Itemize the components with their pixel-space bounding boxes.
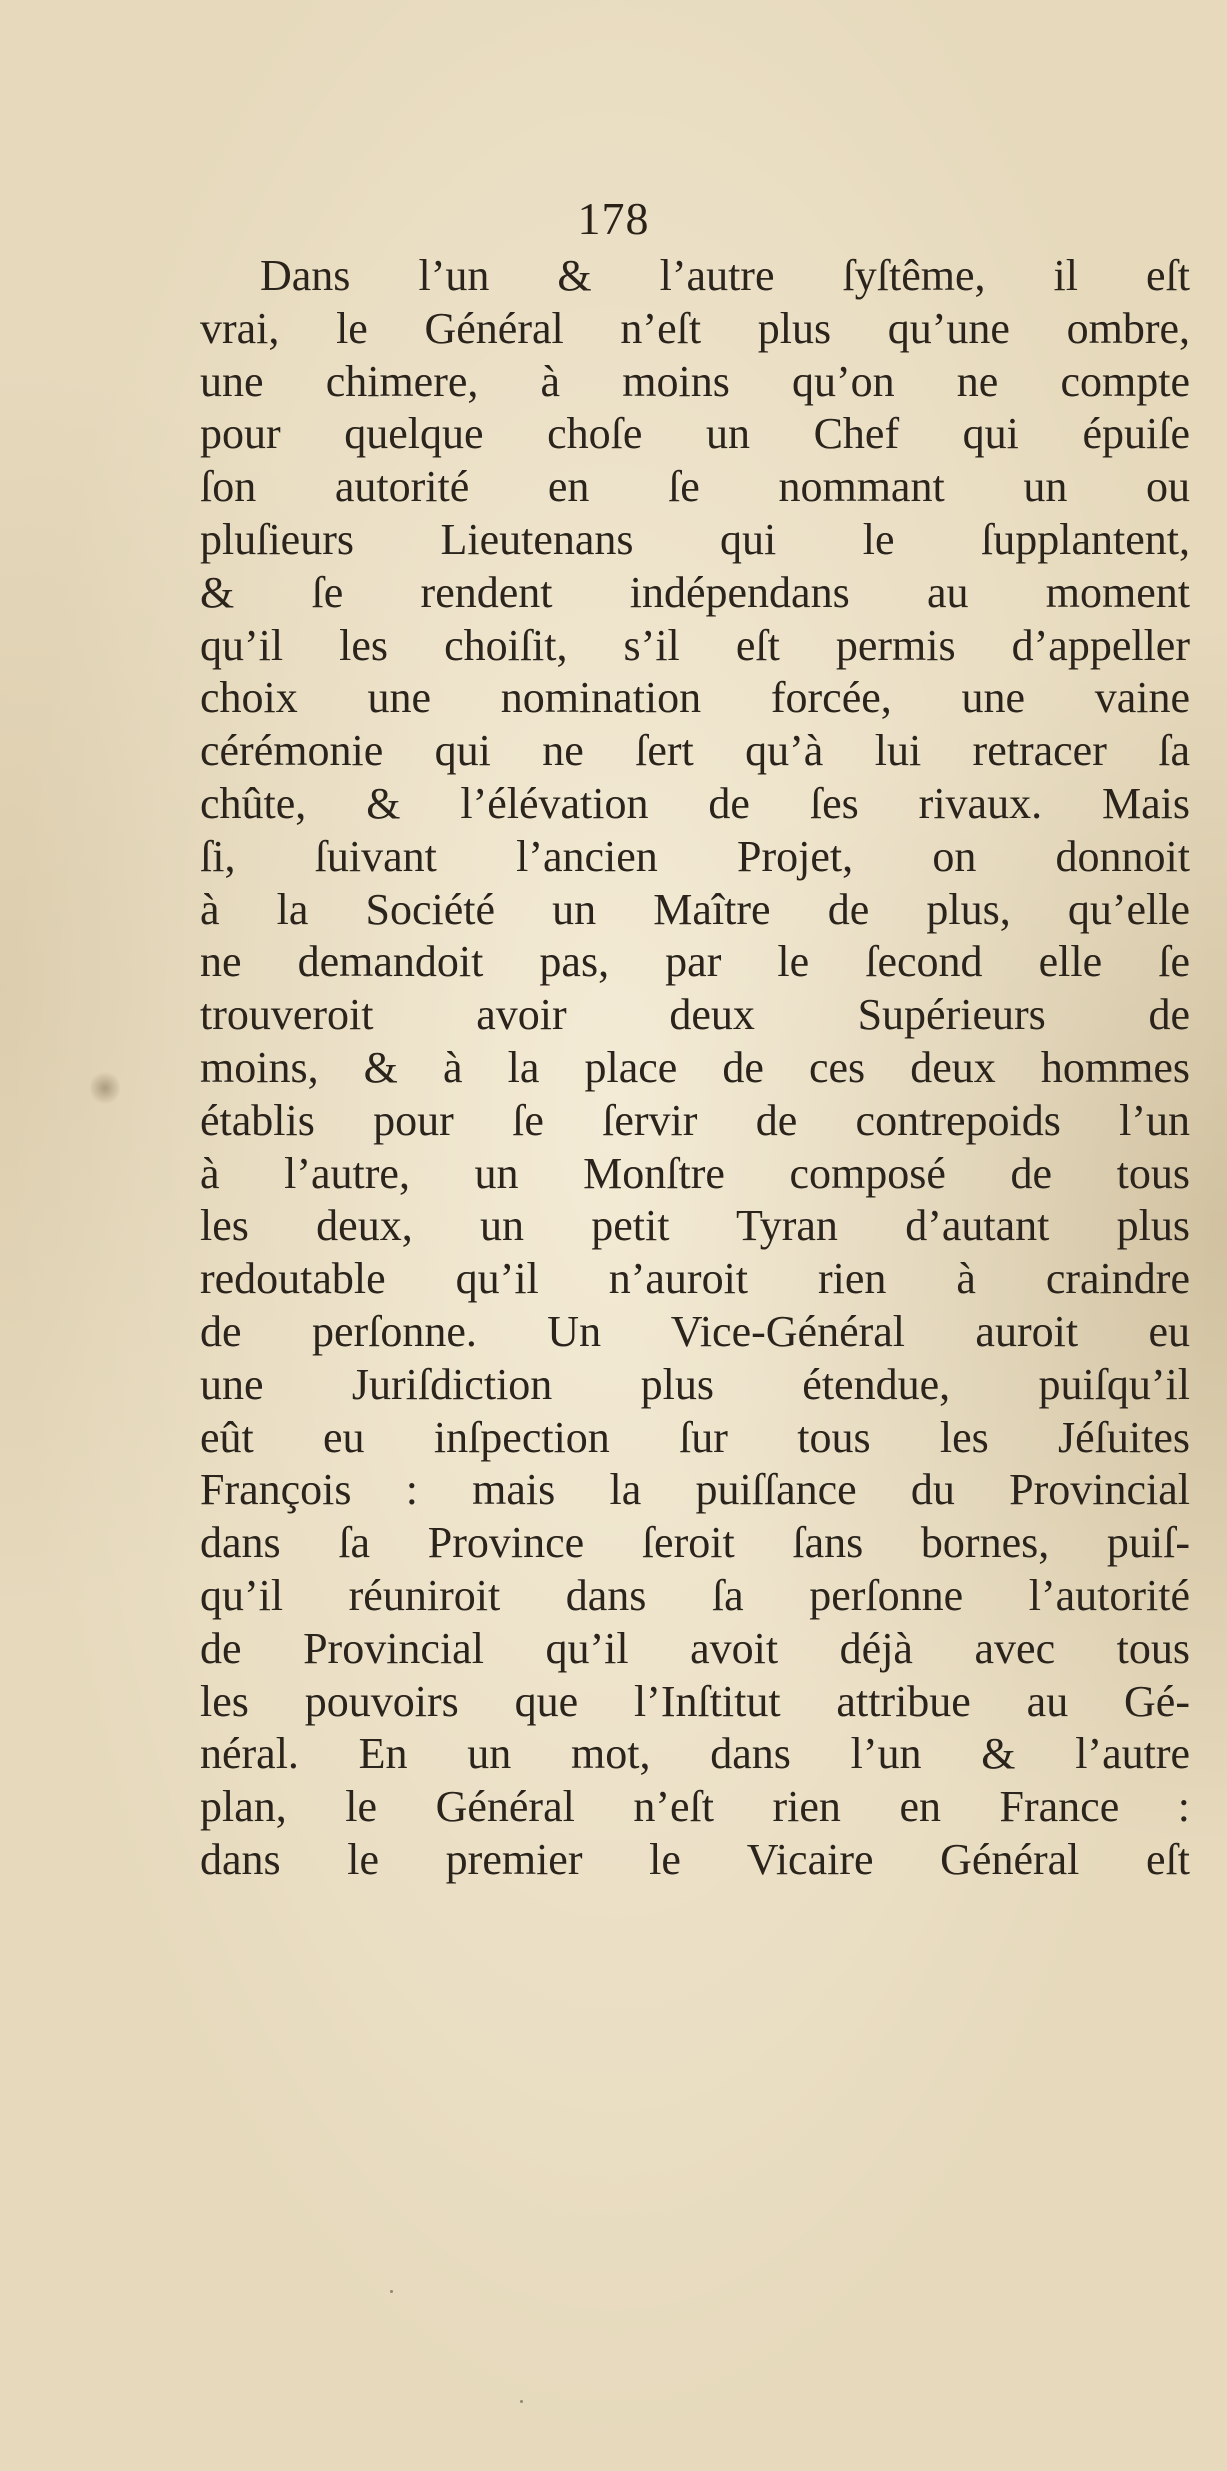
- text-line: plan, le Général n’eſt rien en France :: [200, 1782, 1190, 1832]
- text-line: vrai, le Général n’eſt plus qu’une ombre,: [200, 303, 1190, 353]
- text-line: dans ſa Province ſeroit ſans bornes, puiſ-: [200, 1518, 1190, 1568]
- text-line: pluſieurs Lieutenans qui le ſupplantent,: [200, 514, 1190, 564]
- text-line: François : mais la puiſſance du Provincial: [200, 1465, 1190, 1515]
- text-line: pour quelque choſe un Chef qui épuiſe: [200, 409, 1190, 459]
- page-number: 178: [577, 193, 650, 244]
- body-text: [200, 250, 1190, 1887]
- text-line: moins, & à la place de ces deux hommes: [200, 1042, 1190, 1092]
- text-line: choix une nomination forcée, une vaine: [200, 673, 1190, 723]
- text-line: ſon autorité en ſe nommant un ou: [200, 462, 1190, 512]
- text-line: une chimere, à moins qu’on ne compte: [200, 356, 1190, 406]
- text-line: établis pour ſe ſervir de contrepoids l’un: [200, 1095, 1190, 1145]
- text-line: chûte, & l’élévation de ſes rivaux. Mais: [200, 778, 1190, 828]
- text-line: ſi, ſuivant l’ancien Projet, on donnoit: [200, 831, 1190, 881]
- text-line: à l’autre, un Monſtre composé de tous: [200, 1148, 1190, 1198]
- text-line: ne demandoit pas, par le ſecond elle ſe: [200, 937, 1190, 987]
- text-line: de Provincial qu’il avoit déjà avec tous: [200, 1623, 1190, 1673]
- paper-speck: [390, 2290, 393, 2293]
- text-line: redoutable qu’il n’auroit rien à craindre: [200, 1254, 1190, 1304]
- paper-speck: [520, 2400, 523, 2403]
- text-line: une Juriſdiction plus étendue, puiſqu’il: [200, 1359, 1190, 1409]
- text-line: eût eu inſpection ſur tous les Jéſuites: [200, 1412, 1190, 1462]
- text-line: qu’il réuniroit dans ſa perſonne l’autorité: [200, 1570, 1190, 1620]
- text-line: Dans l’un & l’autre ſyſtême, il eſt: [260, 251, 1190, 300]
- text-line: qu’il les choiſit, s’il eſt permis d’appeller: [200, 620, 1190, 670]
- text-line: trouveroit avoir deux Supérieurs de: [200, 990, 1190, 1040]
- text-line: à la Société un Maître de plus, qu’elle: [200, 884, 1190, 934]
- text-line: les pouvoirs que l’Inſtitut attribue au Gé-: [200, 1676, 1190, 1726]
- ink-blot: [90, 1070, 120, 1106]
- text-line: néral. En un mot, dans l’un & l’autre: [200, 1729, 1190, 1779]
- text-line: cérémonie qui ne ſert qu’à lui retracer ſa: [200, 726, 1190, 776]
- text-line: de perſonne. Un Vice-Général auroit eu: [200, 1306, 1190, 1356]
- text-line: dans le premier le Vicaire Général eſt: [200, 1834, 1190, 1884]
- text-line: les deux, un petit Tyran d’autant plus: [200, 1201, 1190, 1251]
- text-line: & ſe rendent indépendans au moment: [200, 567, 1190, 617]
